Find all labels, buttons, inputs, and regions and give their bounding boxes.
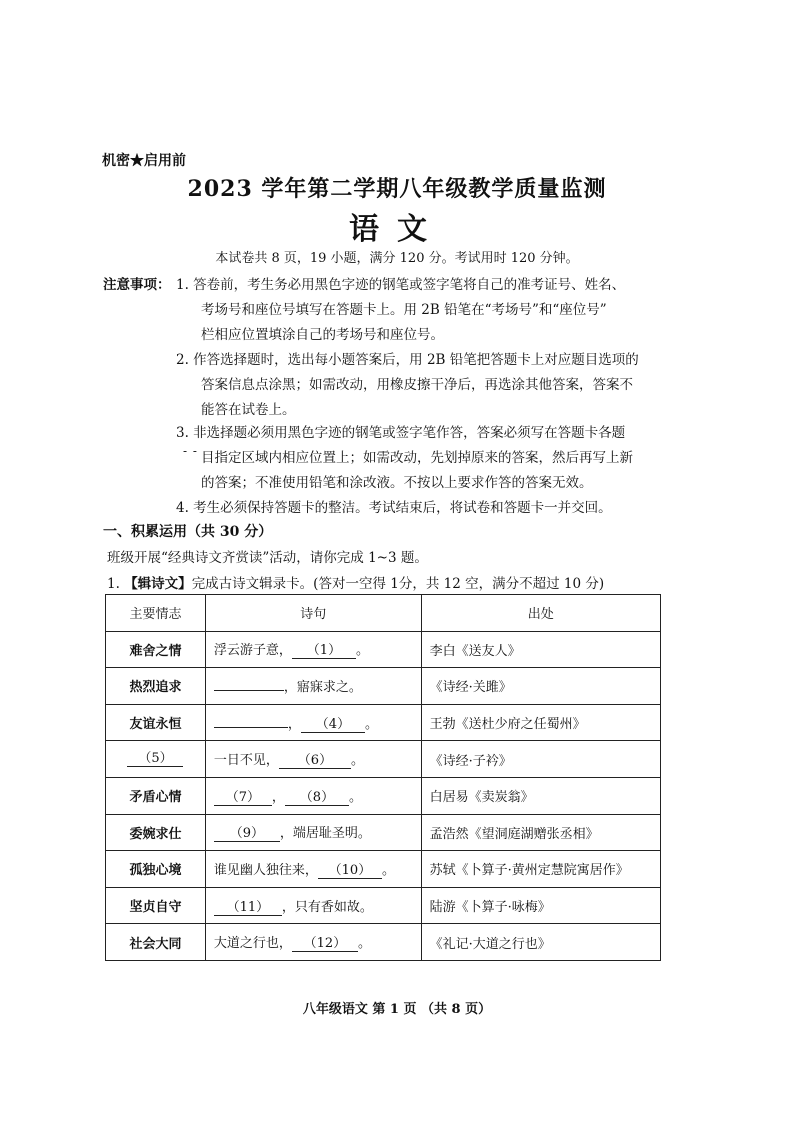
note-line: 能答在试卷上。 (201, 402, 296, 418)
emotion-cell: 友谊永恒 (106, 704, 206, 741)
note-line: 考场号和座位号填写在答题卡上。用 2B 铅笔在“考场号”和“座位号” (201, 302, 607, 318)
verse-text: ， (287, 716, 301, 732)
emotion-cell: 矛盾心情 (106, 777, 206, 814)
stray-mark: - - (183, 444, 198, 458)
answer-blank[interactable]: （11） (214, 901, 282, 916)
answer-blank[interactable]: （8） (285, 791, 349, 806)
header-verse: 诗句 (205, 595, 421, 632)
exam-title: 2023 学年第二学期八年级教学质量监测 (187, 176, 607, 202)
source-cell: 《诗经·子衿》 (421, 741, 660, 778)
verse-text: 谁见幽人独往来， (213, 862, 318, 878)
exam-info: 本试卷共 8 页，19 小题，满分 120 分。考试用时 120 分钟。 (215, 251, 579, 266)
note-line: 2. 作答选择题时，选出每小题答案后，用 2B 铅笔把答题卡上对应题目选项的 (176, 352, 639, 368)
note-line: 1. 答卷前，考生务必用黑色字迹的钢笔或签字笔将自己的准考证号、姓名、 (176, 277, 626, 293)
verse-cell (205, 631, 421, 668)
verse-text: ，端居耻圣明。 (279, 826, 371, 842)
verse-punct: 。 (364, 716, 378, 732)
verse-cell (205, 668, 421, 705)
answer-blank[interactable]: （1） (292, 644, 356, 659)
source-cell: 《诗经·关雎》 (421, 668, 660, 705)
source-cell: 《礼记·大道之行也》 (421, 924, 660, 961)
verse-text: 大道之行也， (213, 936, 292, 952)
notes-label: 注意事项： (103, 277, 171, 293)
emotion-cell: 委婉求仕 (106, 814, 206, 851)
table-row (106, 704, 661, 741)
note-line: 的答案；不准使用铅笔和涂改液。不按以上要求作答的答案无效。 (201, 475, 593, 491)
source-cell: 白居易《卖炭翁》 (421, 777, 660, 814)
verse-text: ， (271, 789, 285, 805)
source-cell: 陆游《卜算子·咏梅》 (421, 887, 660, 924)
answer-blank[interactable] (214, 727, 288, 728)
emotion-cell (106, 741, 206, 778)
table-row (106, 851, 661, 888)
emotion-cell: 难舍之情 (106, 631, 206, 668)
question-tag: 【辑诗文】 (124, 576, 192, 592)
verse-cell (205, 704, 421, 741)
verse-cell (205, 741, 421, 778)
note-line: 目指定区域内相应位置上；如需改动，先划掉原来的答案，然后再写上新 (201, 450, 633, 466)
emotion-cell: 热烈追求 (106, 668, 206, 705)
source-cell: 苏轼《卜算子·黄州定慧院寓居作》 (421, 851, 660, 888)
question-text: 完成古诗文辑录卡。(答对一空得 1分，共 12 空，满分不超过 10 分) (191, 576, 605, 592)
verse-punct: 。 (355, 643, 369, 659)
note-line: 3. 非选择题必须用黑色字迹的钢笔或签字笔作答，答案必须写在答题卡各题 (176, 425, 626, 441)
note-line: 答案信息点涂黑；如需改动，用橡皮擦干净后，再选涂其他答案，答案不 (201, 377, 633, 393)
verse-punct: 。 (381, 862, 395, 878)
table-row (106, 887, 661, 924)
source-cell: 李白《送友人》 (421, 631, 660, 668)
answer-blank[interactable]: （6） (279, 754, 351, 769)
note-line: 栏相应位置填涂自己的考场号和座位号。 (201, 327, 444, 343)
verse-punct: 。 (357, 936, 371, 952)
subject-title: 语文 (349, 212, 445, 247)
section-intro: 班级开展“经典诗文齐赏读”活动，请你完成 1~3 题。 (107, 550, 428, 566)
table-row (106, 777, 661, 814)
emotion-cell: 社会大同 (106, 924, 206, 961)
verse-cell (205, 851, 421, 888)
page-footer: 八年级语文 第 1 页 （共 8 页） (302, 1002, 492, 1017)
table-header-row (106, 595, 661, 632)
table-row (106, 631, 661, 668)
emotion-cell: 孤独心境 (106, 851, 206, 888)
verse-cell (205, 924, 421, 961)
question-1 (107, 572, 604, 592)
verse-text: ，寤寐求之。 (283, 680, 362, 696)
emotion-blank[interactable]: （5） (127, 752, 183, 767)
answer-blank[interactable]: （9） (214, 827, 280, 842)
verse-text: 浮云游子意， (213, 643, 292, 659)
verse-text: 一日不见， (213, 753, 279, 769)
note-line: 4. 考生必须保持答题卡的整洁。考试结束后，将试卷和答题卡一并交回。 (176, 500, 612, 516)
table-row (106, 814, 661, 851)
answer-blank[interactable]: （12） (292, 937, 358, 952)
verse-punct: 。 (348, 789, 362, 805)
answer-blank[interactable]: （7） (214, 791, 272, 806)
confidential-label: 机密★启用前 (102, 153, 186, 169)
table-row (106, 668, 661, 705)
source-cell: 孟浩然《望洞庭湖赠张丞相》 (421, 814, 660, 851)
header-emotion: 主要情志 (106, 595, 206, 632)
verse-text: ，只有香如故。 (281, 899, 373, 915)
section-heading: 一、积累运用（共 30 分） (103, 524, 273, 540)
header-source: 出处 (421, 595, 660, 632)
question-number: 1. (107, 576, 120, 592)
source-cell: 王勃《送杜少府之任蜀州》 (421, 704, 660, 741)
verse-punct: 。 (350, 753, 364, 769)
verse-cell (205, 777, 421, 814)
poem-table (105, 594, 661, 961)
verse-cell (205, 887, 421, 924)
emotion-cell: 坚贞自守 (106, 887, 206, 924)
answer-blank[interactable]: （4） (301, 718, 365, 733)
answer-blank[interactable] (214, 690, 284, 691)
table-row (106, 741, 661, 778)
verse-cell (205, 814, 421, 851)
answer-blank[interactable]: （10） (318, 864, 382, 879)
table-row (106, 924, 661, 961)
